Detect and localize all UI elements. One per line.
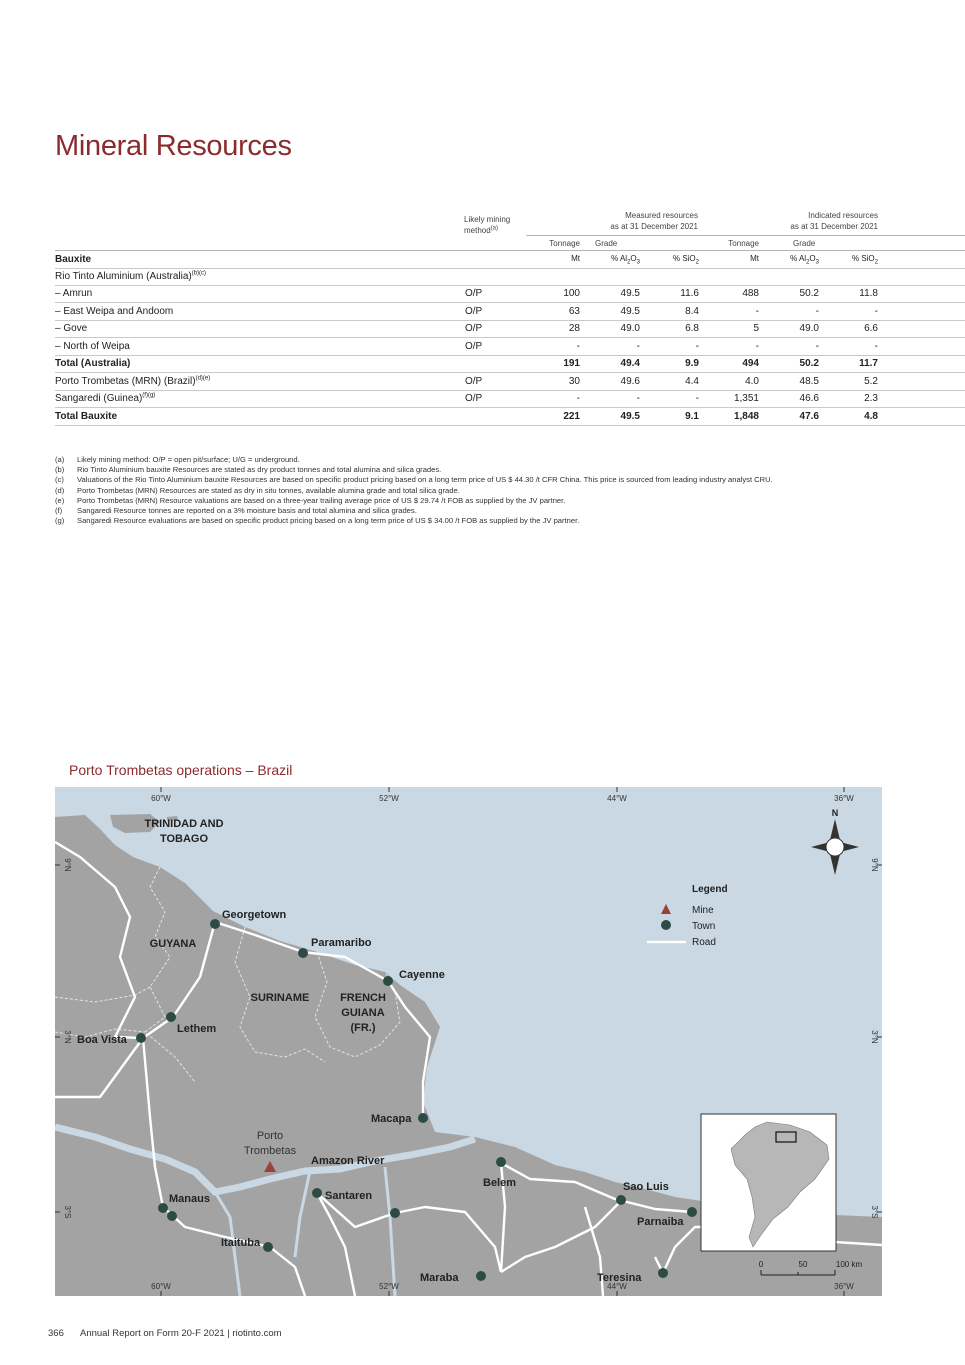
footnote-text: Valuations of the Rio Tinto Aluminium bauxite Resources are based on specific product pricing based on a long term price of US $ 44.30 /t CFR China. This price is sourced from leading industry analyst CRU. bbox=[77, 475, 773, 485]
cell-m-t: 221 bbox=[563, 410, 580, 422]
footnote-key: (c) bbox=[55, 475, 64, 485]
cell-i-t: 4.0 bbox=[745, 375, 759, 387]
group-row bbox=[55, 268, 965, 286]
town-maraba-icon bbox=[476, 1271, 486, 1281]
town-georgetown-icon bbox=[210, 919, 220, 929]
cell-m-t: 63 bbox=[568, 305, 580, 317]
unit-al2o3: % $Al_2O_3$ bbox=[611, 254, 640, 266]
footnote-key: (f) bbox=[55, 506, 63, 516]
measured-header: Measured resources as at 31 December 2021 bbox=[610, 211, 698, 231]
footnote-key: (a) bbox=[55, 455, 65, 464]
cell-m-al: 49.5 bbox=[620, 305, 640, 317]
table-row bbox=[55, 408, 965, 426]
label-cayenne: Cayenne bbox=[399, 969, 445, 981]
cell-i-t: 1,351 bbox=[733, 393, 759, 404]
town-lethem-icon bbox=[166, 1012, 176, 1022]
legend-mine: Mine bbox=[692, 905, 714, 916]
town-belem-icon bbox=[496, 1157, 506, 1167]
row-name: – Gove bbox=[55, 323, 88, 334]
footnote-text: Sangaredi Resource evaluations are based on specific product pricing based on a long term price of US $ 34.00 /t FOB as supplied by the JV partner. bbox=[77, 516, 580, 526]
cell-m-al: 49.4 bbox=[620, 358, 640, 369]
footnote-key: (d) bbox=[55, 485, 65, 495]
cell-m-al: 49.5 bbox=[620, 288, 640, 299]
cell-m-si: 11.6 bbox=[680, 288, 699, 299]
cell-i-si: - bbox=[874, 340, 878, 352]
footnote-text: Sangaredi Resource tonnes are reported on a 3% moisture basis and total alumina and silica grades. bbox=[77, 506, 417, 516]
lat-label-3s-right: 3°S bbox=[870, 1205, 879, 1219]
mine-label-1: Porto bbox=[256, 1130, 284, 1142]
cell-i-t: 494 bbox=[742, 358, 759, 369]
town-boa-vista-icon bbox=[136, 1033, 146, 1043]
footnote bbox=[55, 486, 885, 496]
cell-i-t: - bbox=[755, 305, 759, 317]
town-paramaribo-icon bbox=[298, 948, 308, 958]
lat-label-3n-right: 3°N bbox=[870, 1030, 879, 1044]
cell-i-si: 4.8 bbox=[864, 410, 878, 422]
lat-label-3n-left: 3°N bbox=[63, 1030, 72, 1044]
row-name: Total (Australia) bbox=[55, 358, 131, 369]
row-name: – North of Weipa bbox=[55, 340, 130, 352]
label-sao-luis: Sao Luis bbox=[623, 1181, 669, 1193]
label-amazon-river: Amazon River bbox=[311, 1155, 385, 1167]
unit-mt-2: Mt bbox=[750, 254, 759, 263]
cell-i-t: 488 bbox=[742, 288, 759, 299]
label-trinidad-2: TOBAGO bbox=[159, 833, 209, 845]
town-sao-luis-icon bbox=[616, 1195, 626, 1205]
label-santaren: Santaren bbox=[325, 1190, 373, 1202]
map-title: Porto Trombetas operations – Brazil bbox=[69, 762, 293, 778]
lon-label-44w-bottom: 44°W bbox=[607, 1282, 627, 1291]
town-teresina-icon bbox=[658, 1268, 668, 1278]
inset-locator-map bbox=[701, 1114, 836, 1251]
cell-m-si: 9.1 bbox=[685, 410, 699, 422]
lon-label-36w-bottom: 36°W bbox=[834, 1282, 854, 1291]
label-suriname: SURINAME bbox=[250, 992, 310, 1004]
row-mining-method: O/P bbox=[465, 305, 483, 317]
town-parnaiba-icon bbox=[687, 1207, 697, 1217]
cell-m-al: 49.5 bbox=[620, 410, 640, 422]
likely-mining-method-header: Likely mining method$^{(a)}$ bbox=[464, 215, 511, 235]
cell-m-t: 30 bbox=[568, 375, 580, 387]
footnote-key: (g) bbox=[55, 516, 65, 526]
row-name: Porto Trombetas (MRN) (Brazil)$^{(d)(e)}$ bbox=[55, 375, 211, 387]
town-itaituba-icon bbox=[263, 1242, 273, 1252]
cell-m-si: - bbox=[695, 340, 699, 352]
footnote-key: (e) bbox=[55, 495, 65, 505]
label-maraba: Maraba bbox=[420, 1272, 459, 1284]
label-paramaribo: Paramaribo bbox=[311, 937, 372, 949]
cell-i-t: - bbox=[755, 340, 759, 352]
cell-m-t: 191 bbox=[563, 358, 580, 369]
label-boa-vista: Boa Vista bbox=[77, 1034, 127, 1046]
cell-m-si: - bbox=[695, 393, 699, 404]
unit-sio2-2: % SiO$_2$ bbox=[851, 254, 878, 266]
cell-m-si: 8.4 bbox=[685, 305, 699, 317]
cell-m-al: 49.0 bbox=[620, 323, 640, 334]
unit-sio2: % SiO$_2$ bbox=[672, 254, 699, 266]
site-link[interactable]: riotinto.com bbox=[232, 1328, 282, 1339]
footnote bbox=[55, 516, 885, 526]
cell-i-al: 46.6 bbox=[799, 393, 819, 404]
measured-tonnage-header: Tonnage bbox=[549, 239, 580, 248]
page-title: Mineral Resources bbox=[55, 130, 292, 162]
label-belem: Belem bbox=[483, 1177, 517, 1189]
lon-label-60w-top: 60°W bbox=[151, 794, 171, 803]
table-row bbox=[55, 320, 965, 338]
porto-trombetas-map bbox=[55, 787, 882, 1296]
cell-i-al: - bbox=[815, 305, 819, 317]
legend-town: Town bbox=[692, 921, 716, 932]
lon-label-52w-bottom: 52°W bbox=[379, 1282, 399, 1291]
cell-i-al: 47.6 bbox=[799, 410, 819, 422]
cell-m-si: 9.9 bbox=[685, 358, 699, 369]
footnote bbox=[55, 475, 885, 485]
label-trinidad-1: TRINIDAD AND bbox=[144, 818, 224, 830]
cell-m-t: 28 bbox=[568, 323, 580, 334]
cell-m-al: - bbox=[636, 340, 640, 352]
cell-i-si: 11.8 bbox=[859, 288, 878, 299]
page-number: 366 bbox=[48, 1328, 64, 1339]
lat-label-9n-left: 9°N bbox=[63, 858, 72, 872]
section-label: Bauxite bbox=[55, 254, 92, 265]
scale-end: 100 km bbox=[835, 1260, 863, 1269]
cell-i-t: 5 bbox=[753, 323, 759, 334]
cell-i-si: 6.6 bbox=[864, 323, 878, 334]
footnote-key: (b) bbox=[55, 465, 65, 475]
row-name: Total Bauxite bbox=[55, 410, 118, 422]
table-row bbox=[55, 338, 965, 356]
cell-i-al: 48.5 bbox=[799, 375, 819, 387]
lon-label-52w-top: 52°W bbox=[379, 794, 399, 803]
town-manaus-icon bbox=[158, 1203, 168, 1213]
cell-i-al: 49.0 bbox=[799, 323, 819, 334]
cell-m-si: 6.8 bbox=[685, 323, 699, 334]
town-road-junction-icon bbox=[390, 1208, 400, 1218]
scale-zero: 0 bbox=[758, 1260, 764, 1269]
row-mining-method: O/P bbox=[465, 323, 483, 334]
compass-north-label: N bbox=[831, 808, 839, 818]
table-row bbox=[55, 303, 965, 321]
cell-m-t: 100 bbox=[563, 288, 580, 299]
cell-m-al: - bbox=[636, 393, 640, 404]
cell-i-si: 5.2 bbox=[864, 375, 878, 387]
scale-mid: 50 bbox=[798, 1260, 808, 1269]
units-row bbox=[55, 251, 965, 269]
table-row bbox=[55, 373, 965, 391]
row-mining-method: O/P bbox=[465, 288, 483, 299]
row-name: – Amrun bbox=[55, 288, 93, 299]
footnotes bbox=[55, 455, 885, 526]
footnote bbox=[55, 506, 885, 516]
lat-label-3s-left: 3°S bbox=[63, 1205, 72, 1219]
town-macapa-icon bbox=[418, 1113, 428, 1123]
label-georgetown: Georgetown bbox=[222, 909, 287, 921]
row-mining-method: O/P bbox=[465, 340, 483, 352]
label-lethem: Lethem bbox=[177, 1023, 217, 1035]
lon-label-44w-top: 44°W bbox=[607, 794, 627, 803]
town-legend-icon bbox=[661, 920, 671, 930]
cell-i-si: - bbox=[874, 305, 878, 317]
cell-i-al: 50.2 bbox=[799, 358, 819, 369]
mine-label-2: Trombetas bbox=[243, 1145, 297, 1157]
footnote bbox=[55, 455, 885, 465]
legend-title: Legend bbox=[692, 884, 728, 895]
group-label: Rio Tinto Aluminium (Australia)$^{(b)(c)}$ bbox=[55, 270, 207, 282]
cell-m-t: - bbox=[576, 393, 580, 404]
cell-m-si: 4.4 bbox=[685, 375, 699, 387]
unit-mt: Mt bbox=[571, 254, 580, 263]
label-guyana: GUYANA bbox=[149, 938, 197, 950]
footnote bbox=[55, 496, 885, 506]
cell-i-al: 50.2 bbox=[799, 288, 819, 299]
indicated-header: Indicated resources as at 31 December 2021 bbox=[790, 211, 878, 231]
legend-road: Road bbox=[692, 937, 716, 948]
label-french-guiana-3: (FR.) bbox=[350, 1022, 376, 1034]
cell-m-t: - bbox=[576, 340, 580, 352]
row-name: Sangaredi (Guinea)$^{(f)(g)}$ bbox=[55, 392, 156, 404]
cell-i-al: - bbox=[815, 340, 819, 352]
label-french-guiana-1: FRENCH bbox=[340, 992, 386, 1004]
lon-label-36w-top: 36°W bbox=[834, 794, 854, 803]
indicated-tonnage-header: Tonnage bbox=[728, 239, 759, 248]
cell-i-t: 1,848 bbox=[733, 410, 759, 422]
footnote-text: Porto Trombetas (MRN) Resources are stated as dry in situ tonnes, available alumina grade and total silica grade. bbox=[77, 485, 460, 495]
table-row bbox=[55, 355, 965, 373]
footer-separator: | bbox=[227, 1328, 233, 1339]
lat-label-9n-right: 9°N bbox=[870, 858, 879, 872]
row-mining-method: O/P bbox=[465, 393, 483, 404]
table-row bbox=[55, 285, 965, 303]
label-french-guiana-2: GUIANA bbox=[341, 1007, 385, 1019]
cell-i-si: 2.3 bbox=[864, 393, 878, 404]
page-footer bbox=[48, 1328, 282, 1339]
unit-al2o3-2: % $Al_2O_3$ bbox=[790, 254, 819, 266]
footnote-text: Likely mining method: O/P = open pit/surface; U/G = underground. bbox=[77, 455, 300, 464]
lon-label-60w-bottom: 60°W bbox=[151, 1282, 171, 1291]
indicated-grade-header: Grade bbox=[793, 239, 816, 248]
table-row bbox=[55, 390, 965, 408]
header-divider bbox=[526, 235, 965, 236]
footnote bbox=[55, 465, 885, 475]
label-macapa: Macapa bbox=[371, 1113, 412, 1125]
cell-i-si: 11.7 bbox=[859, 358, 878, 369]
cell-m-al: 49.6 bbox=[620, 375, 640, 387]
row-mining-method: O/P bbox=[465, 375, 483, 387]
label-itaituba: Itaituba bbox=[221, 1237, 261, 1249]
town-santaren-icon bbox=[312, 1188, 322, 1198]
document-title: Annual Report on Form 20-F 2021 bbox=[79, 1328, 225, 1339]
town-cayenne-icon bbox=[383, 976, 393, 986]
row-name: – East Weipa and Andoom bbox=[55, 305, 174, 317]
measured-grade-header: Grade bbox=[595, 239, 618, 248]
footnote-text: Porto Trombetas (MRN) Resource valuations are based on a three-year trailing average price of US $ 29.74 /t FOB as supplied by the JV partner. bbox=[77, 495, 566, 505]
label-parnaiba: Parnaiba bbox=[637, 1216, 684, 1228]
footnote-text: Rio Tinto Aluminium bauxite Resources are stated as dry product tonnes and total alumina and silica grades. bbox=[77, 465, 442, 475]
label-manaus: Manaus bbox=[169, 1193, 210, 1205]
town-manaus-2-icon bbox=[167, 1211, 177, 1221]
label-teresina: Teresina bbox=[597, 1272, 642, 1284]
